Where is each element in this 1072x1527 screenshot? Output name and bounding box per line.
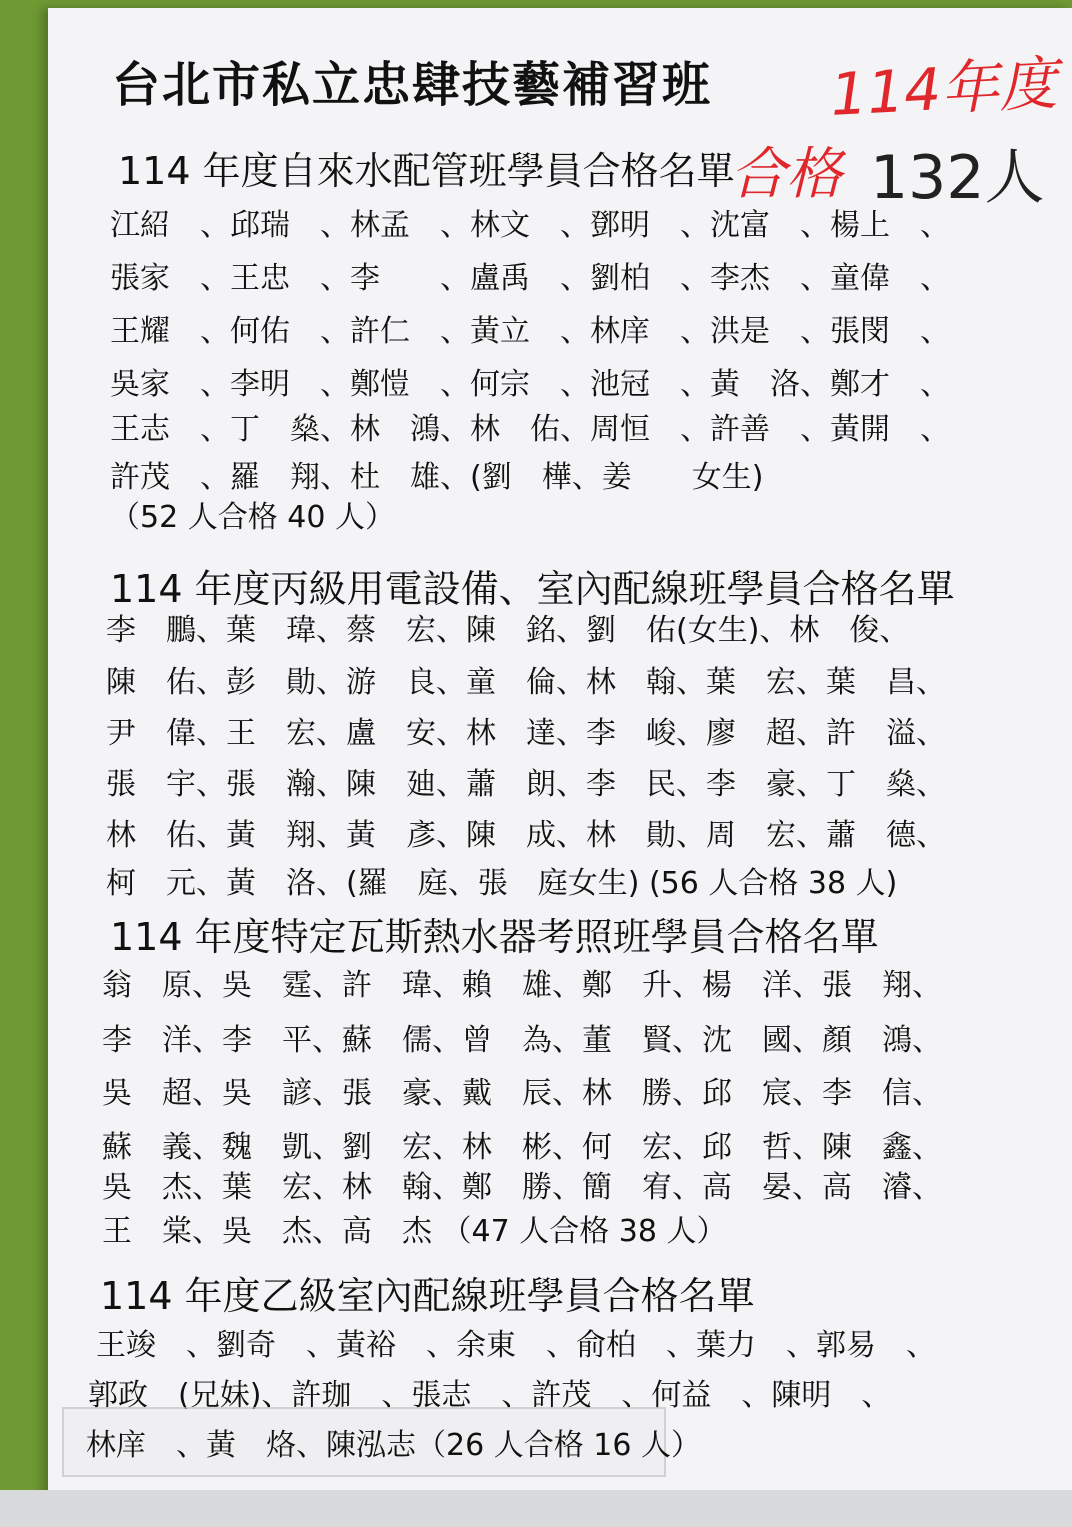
section-title-plumbing: 114 年度自來水配管班學員合格名單 — [118, 149, 735, 193]
section-3-line: 吳 杰、葉 宏、林 翰、鄭 勝、簡 宥、高 晏、高 濬、 — [102, 1170, 942, 1205]
section-1-line: 許茂 、羅 翔、杜 雄、(劉 樺、姜 女生) — [110, 460, 764, 495]
handwritten-year: 114年度 — [828, 49, 1059, 129]
section-4-line: 林庠 、黃 烙、陳泓志（26 人合格 16 人） — [86, 1428, 701, 1463]
paper-bottom-edge — [0, 1490, 1072, 1527]
section-3-line: 翁 原、吳 霆、許 瑋、賴 雄、鄭 升、楊 洋、張 翔、 — [102, 968, 942, 1003]
section-1-line: 王志 、丁 燊、林 鴻、林 佑、周恒 、許善 、黃開 、 — [110, 412, 950, 447]
section-3-line: 蘇 義、魏 凱、劉 宏、林 彬、何 宏、邱 哲、陳 鑫、 — [102, 1130, 942, 1165]
section-2-line: 張 宇、張 瀚、陳 廸、蕭 朗、李 民、李 豪、丁 燊、 — [106, 767, 946, 802]
section-3-line: 王 棠、吳 杰、高 杰 （47 人合格 38 人） — [102, 1214, 727, 1249]
section-1-line: 王耀 、何佑 、許仁 、黃立 、林庠 、洪是 、張閔 、 — [110, 314, 950, 349]
section-2-line: 尹 偉、王 宏、盧 安、林 達、李 峻、廖 超、許 溢、 — [106, 716, 946, 751]
handwritten-pass: 合格 — [730, 142, 842, 207]
section-2-line: 柯 元、黃 洛、(羅 庭、張 庭女生) (56 人合格 38 人) — [106, 866, 898, 901]
section-4-line: 郭政 (兄妹)、許珈 、張志 、許茂 、何益 、陳明 、 — [88, 1378, 892, 1413]
section-1-line: 江紹 、邱瑞 、林孟 、林文 、鄧明 、沈富 、楊上 、 — [110, 208, 950, 243]
section-3-line: 李 洋、李 平、蘇 儒、曾 為、董 賢、沈 國、顏 鴻、 — [102, 1023, 942, 1058]
section-1-summary: （52 人合格 40 人） — [110, 500, 395, 535]
handwritten-count: 132人 — [870, 143, 1045, 213]
section-title-gas-heater: 114 年度特定瓦斯熱水器考照班學員合格名單 — [110, 915, 879, 959]
section-1-line: 張家 、王忠 、李 、盧禹 、劉柏 、李杰 、童偉 、 — [110, 261, 950, 296]
section-2-line: 李 鵬、葉 瑋、蔡 宏、陳 銘、劉 佑(女生)、林 俊、 — [106, 613, 910, 648]
section-3-line: 吳 超、吳 諺、張 豪、戴 辰、林 勝、邱 宸、李 信、 — [102, 1076, 942, 1111]
section-title-electrical: 114 年度丙級用電設備、室內配線班學員合格名單 — [110, 567, 955, 611]
section-1-line: 吳家 、李明 、鄭愷 、何宗 、池冠 、黃 洛、鄭才 、 — [110, 367, 950, 402]
section-2-line: 林 佑、黃 翔、黃 彥、陳 成、林 勛、周 宏、蕭 德、 — [106, 818, 946, 853]
section-title-wiring-b: 114 年度乙級室內配線班學員合格名單 — [100, 1274, 755, 1318]
section-2-line: 陳 佑、彭 勛、游 良、童 倫、林 翰、葉 宏、葉 昌、 — [106, 665, 946, 700]
section-4-line: 王竣 、劉奇 、黃裕 、余東 、俞柏 、葉力 、郭易 、 — [96, 1328, 936, 1363]
page-title: 台北市私立忠肆技藝補習班 — [112, 57, 713, 113]
